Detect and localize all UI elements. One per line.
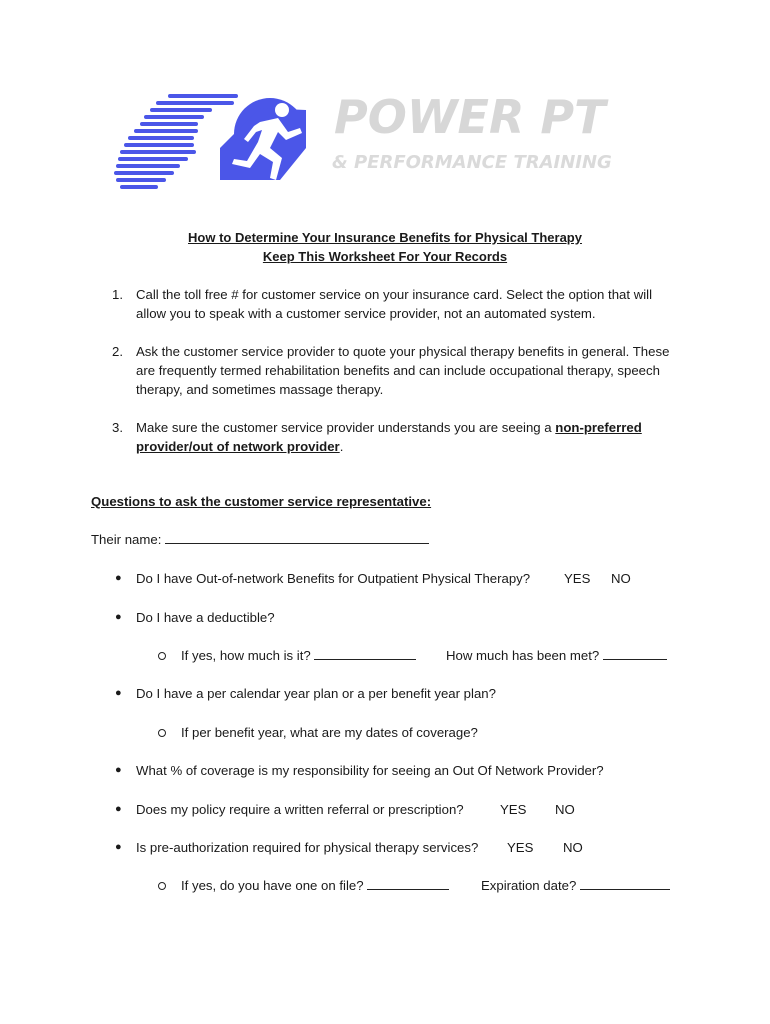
step-1 xyxy=(112,285,682,323)
questions-heading: Questions to ask the customer service representative: xyxy=(91,494,432,509)
bullet-icon: ● xyxy=(115,841,122,853)
q3-sub-1: If per benefit year, what are my dates of coverage? xyxy=(181,725,478,740)
q5-no-option[interactable]: NO xyxy=(555,802,575,817)
step-text-emphasis: non-preferred provider/out of network provider xyxy=(136,420,642,454)
name-row xyxy=(91,530,429,549)
q6-sub-2 xyxy=(481,876,670,895)
step-text-before: Make sure the customer service provider understands you are seeing a xyxy=(136,420,556,435)
question-4: What % of coverage is my responsibility for seeing an Out Of Network Provider? xyxy=(136,763,604,778)
step-2 xyxy=(112,342,682,399)
sub-question-text: How much has been met? xyxy=(446,648,600,663)
name-label: Their name: xyxy=(91,532,162,547)
question-text: Do I have Out-of-network Benefits for Outpatient Physical Therapy? xyxy=(136,571,531,586)
step-number: 1. xyxy=(112,287,123,302)
logo-subtitle: & PERFORMANCE TRAINING xyxy=(332,152,612,173)
step-text: Ask the customer service provider to quote your physical therapy benefits in general. These are frequently termed rehabilitation benefits and can include occupational therapy, speech therapy, and sometimes massage therapy. xyxy=(136,344,670,397)
bullet-icon: ● xyxy=(115,764,122,776)
question-6: Is pre-authorization required for physical therapy services? xyxy=(136,840,479,855)
q2-sub-1 xyxy=(181,646,416,665)
q2-sub-2 xyxy=(446,646,667,665)
q6-yes-option[interactable]: YES xyxy=(507,840,534,855)
logo-title: POWER PT xyxy=(334,90,606,144)
bullet-icon: ● xyxy=(115,611,122,623)
step-number: 2. xyxy=(112,344,123,359)
circle-bullet-icon xyxy=(158,882,166,890)
question-2: Do I have a deductible? xyxy=(136,610,275,625)
circle-bullet-icon xyxy=(158,652,166,660)
step-text-after: . xyxy=(339,439,344,454)
running-man-icon xyxy=(110,88,320,198)
step-text: Call the toll free # for customer service on your insurance card. Select the option that will allow you to speak with a customer service provider, not an automated system. xyxy=(136,287,653,321)
q5-yes-option[interactable]: YES xyxy=(500,802,527,817)
step-3 xyxy=(112,418,682,456)
document-title: How to Determine Your Insurance Benefits for Physical Therapy xyxy=(188,230,582,245)
q1-no-option[interactable]: NO xyxy=(611,571,631,586)
bullet-icon: ● xyxy=(115,687,122,699)
document-subtitle: Keep This Worksheet For Your Records xyxy=(262,249,508,264)
q6-no-option[interactable]: NO xyxy=(563,840,583,855)
question-1 xyxy=(136,569,530,588)
question-3: Do I have a per calendar year plan or a per benefit year plan? xyxy=(136,686,496,701)
question-5: Does my policy require a written referral or prescription? xyxy=(136,802,464,817)
step-number: 3. xyxy=(112,420,123,435)
deductible-met-blank[interactable] xyxy=(603,647,667,660)
q1-yes-option[interactable]: YES xyxy=(564,571,591,586)
sub-question-text: Expiration date? xyxy=(481,878,577,893)
bullet-icon: ● xyxy=(115,572,122,584)
sub-question-text: If yes, how much is it? xyxy=(181,648,311,663)
step-text xyxy=(136,418,682,456)
circle-bullet-icon xyxy=(158,729,166,737)
preauth-on-file-blank[interactable] xyxy=(367,877,449,890)
power-pt-logo xyxy=(110,88,670,198)
expiration-date-blank[interactable] xyxy=(580,877,670,890)
bullet-icon: ● xyxy=(115,803,122,815)
sub-question-text: If yes, do you have one on file? xyxy=(181,878,364,893)
name-blank[interactable] xyxy=(165,531,429,544)
q6-sub-1 xyxy=(181,876,449,895)
deductible-amount-blank[interactable] xyxy=(314,647,416,660)
